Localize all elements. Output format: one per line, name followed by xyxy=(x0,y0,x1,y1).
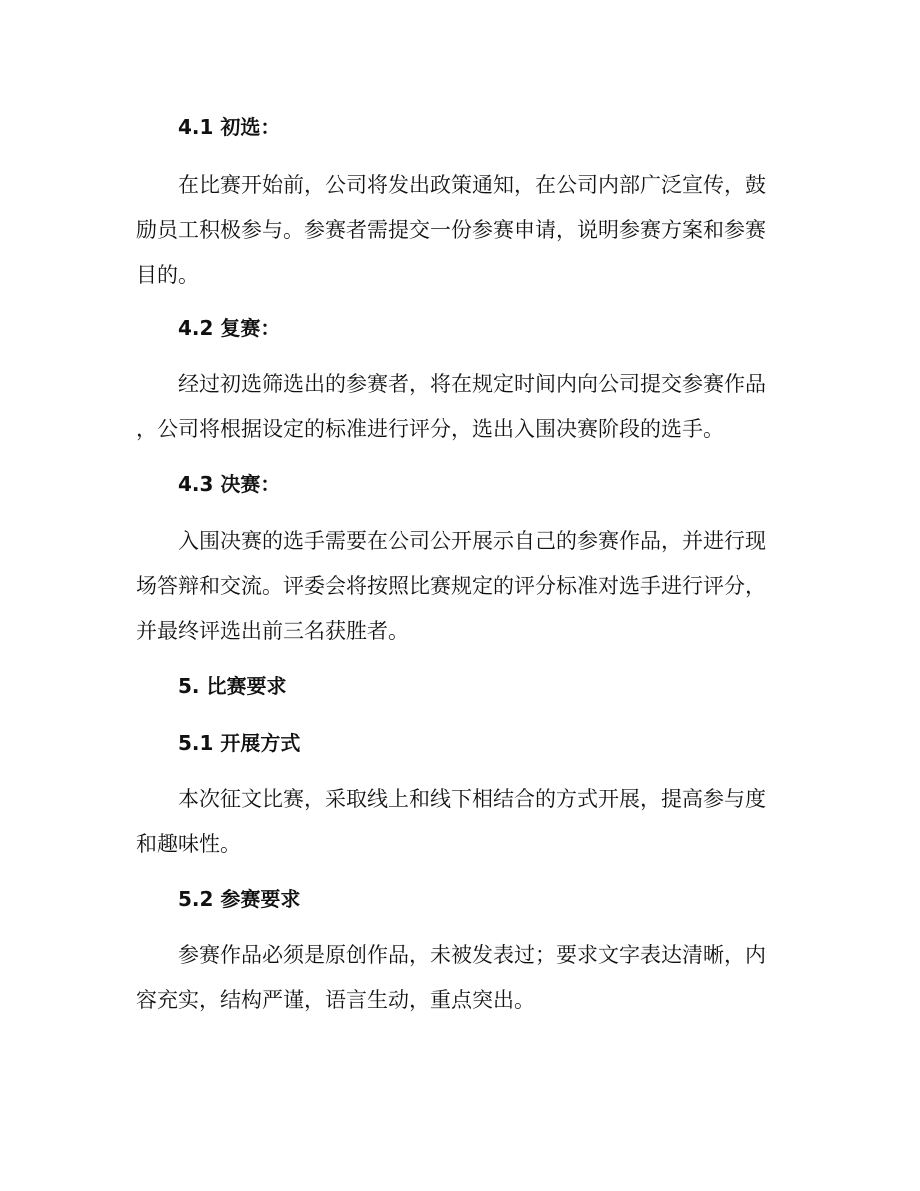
paragraph-5-1 xyxy=(136,777,774,867)
paragraph-line: 本次征文比赛，采取线上和线下相结合的方式开展，提高参与度 xyxy=(178,787,766,811)
heading-4-3: 4.3 决赛： xyxy=(178,472,281,496)
paragraph-line: 目的。 xyxy=(136,263,199,287)
paragraph-line: 并最终评选出前三名获胜者。 xyxy=(136,619,409,643)
heading-4-1: 4.1 初选： xyxy=(178,115,281,139)
paragraph-line: 入围决赛的选手需要在公司公开展示自己的参赛作品，并进行现 xyxy=(178,529,766,553)
paragraph-4-3 xyxy=(136,519,774,654)
paragraph-line: 在比赛开始前，公司将发出政策通知，在公司内部广泛宣传，鼓 xyxy=(178,173,766,197)
paragraph-line: 场答辩和交流。评委会将按照比赛规定的评分标准对选手进行评分， xyxy=(136,574,766,598)
paragraph-line: 和趣味性。 xyxy=(136,832,241,856)
paragraph-line: 励员工积极参与。参赛者需提交一份参赛申请，说明参赛方案和参赛 xyxy=(136,218,766,242)
paragraph-4-2 xyxy=(136,362,774,452)
paragraph-line: 经过初选筛选出的参赛者，将在规定时间内向公司提交参赛作品 xyxy=(178,372,766,396)
paragraph-line: ，公司将根据设定的标准进行评分，选出入围决赛阶段的选手。 xyxy=(136,417,724,441)
paragraph-line: 容充实，结构严谨，语言生动，重点突出。 xyxy=(136,988,535,1012)
paragraph-line: 参赛作品必须是原创作品，未被发表过；要求文字表达清晰，内 xyxy=(178,943,766,967)
heading-4-2: 4.2 复赛： xyxy=(178,316,281,340)
paragraph-5-2 xyxy=(136,933,774,1023)
heading-5-1: 5.1 开展方式 xyxy=(178,731,301,755)
heading-5-2: 5.2 参赛要求 xyxy=(178,887,301,911)
heading-5: 5. 比赛要求 xyxy=(178,674,287,698)
paragraph-4-1 xyxy=(136,163,774,298)
